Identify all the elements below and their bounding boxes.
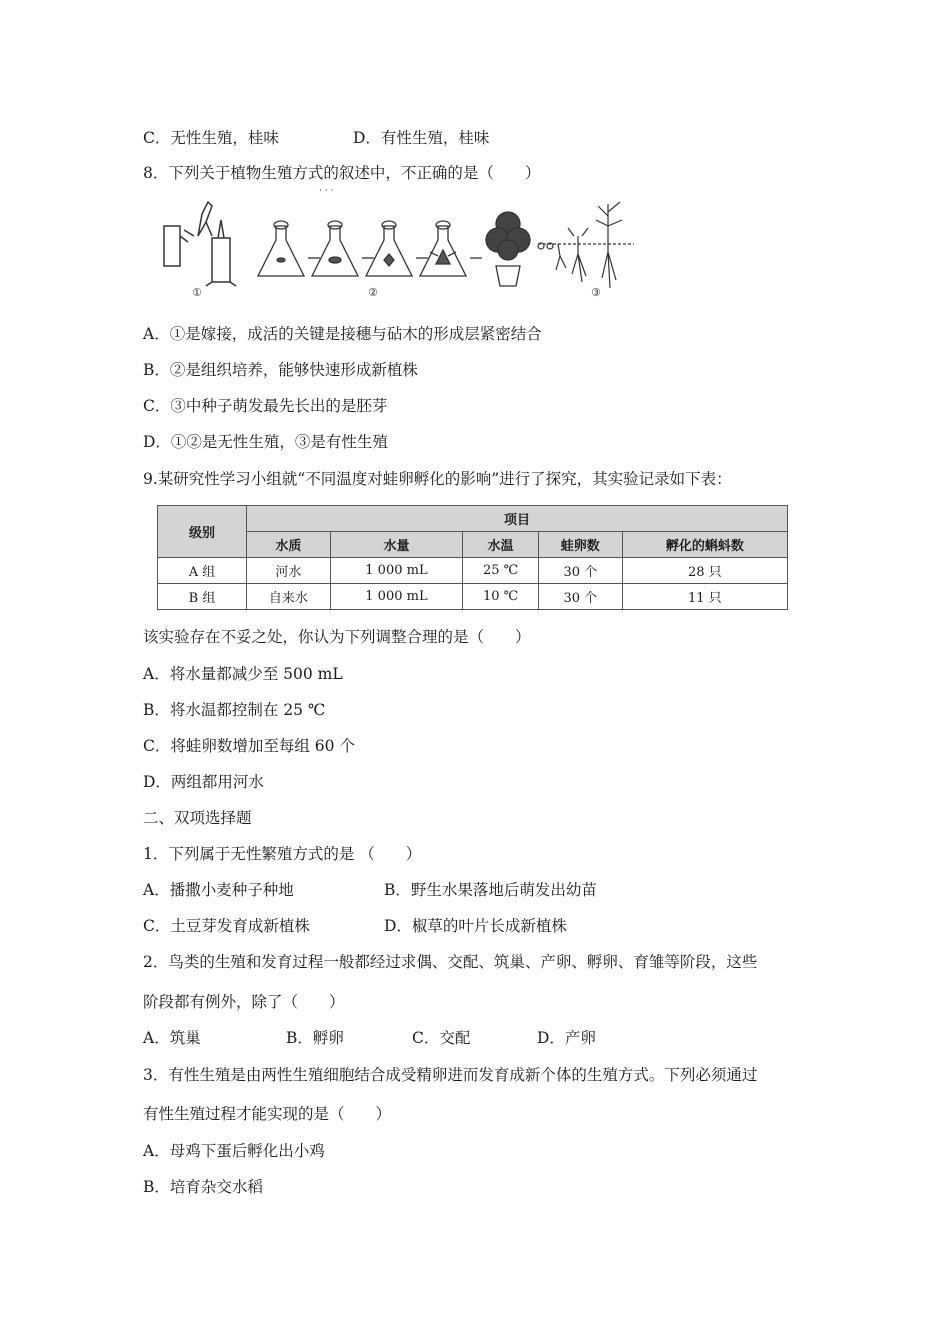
- table-cell: 28 只: [622, 558, 787, 584]
- s2q2-option-c: C．交配: [412, 1029, 471, 1047]
- grafting-illustration: [164, 202, 236, 286]
- table-cell: B 组: [158, 584, 247, 610]
- table-cell: 自来水: [247, 584, 331, 610]
- figure-label-1: ①: [192, 286, 202, 299]
- q8-option-d: D．①②是无性生殖，③是有性生殖: [143, 433, 388, 451]
- q9-follow-up: 该实验存在不妥之处，你认为下列调整合理的是（ ）: [143, 628, 531, 646]
- table-cell: A 组: [158, 558, 247, 584]
- header-egg-count: 蛙卵数: [538, 532, 622, 558]
- table-cell: 1 000 mL: [330, 584, 462, 610]
- q9-option-b: B．将水温都控制在 25 ℃: [143, 701, 326, 719]
- s2q2-stem-line2: 阶段都有例外，除了（ ）: [143, 993, 345, 1011]
- table-row: [158, 584, 788, 610]
- header-water-quality: 水质: [247, 532, 331, 558]
- s2q1-option-b: B．野生水果落地后萌发出幼苗: [384, 881, 597, 899]
- emphasis-dots: · · ·: [319, 186, 334, 196]
- q9-stem: 9.某研究性学习小组就“不同温度对蛙卵孵化的影响”进行了探究，其实验记录如下表：: [143, 470, 732, 488]
- table-cell: 11 只: [622, 584, 787, 610]
- header-project: 项目: [247, 506, 788, 532]
- table-cell: 河水: [247, 558, 331, 584]
- seed-germination-illustration: [538, 202, 634, 288]
- table-cell: 10 ℃: [463, 584, 539, 610]
- s2q1-option-a: A．播撒小麦种子种地: [143, 881, 294, 899]
- s2q2-option-b: B．孵卵: [286, 1029, 344, 1047]
- s2q3-stem-line2: 有性生殖过程才能实现的是（ ）: [143, 1105, 392, 1123]
- s2q3-option-a: A．母鸡下蛋后孵化出小鸡: [143, 1142, 325, 1160]
- q8-option-c: C．③中种子萌发最先长出的是胚芽: [143, 397, 388, 415]
- s2q1-option-d: D．椒草的叶片长成新植株: [384, 917, 567, 935]
- q9-option-c: C．将蛙卵数增加至每组 60 个: [143, 737, 355, 755]
- s2q2-option-d: D．产卵: [537, 1029, 596, 1047]
- table-cell: 30 个: [538, 584, 622, 610]
- header-group: 级别: [158, 506, 247, 558]
- q9-option-d: D．两组都用河水: [143, 773, 264, 791]
- s2q1-option-c: C．土豆芽发育成新植株: [143, 917, 310, 935]
- s2q3-option-b: B．培育杂交水稻: [143, 1178, 263, 1196]
- s2q2-option-a: A．筑巢: [143, 1029, 201, 1047]
- s2q3-stem-line1: 3．有性生殖是由两性生殖细胞结合成受精卵进而发育成新个体的生殖方式。下列必须通过: [143, 1066, 758, 1084]
- tissue-culture-illustration: [258, 212, 530, 286]
- table-row: [158, 558, 788, 584]
- q8-stem: 8．下列关于植物生殖方式的叙述中，不正确的是（ ）: [143, 164, 541, 182]
- s2q2-stem-line1: 2．鸟类的生殖和发育过程一般都经过求偶、交配、筑巢、产卵、孵卵、育雏等阶段，这些: [143, 953, 758, 971]
- q7-option-c: C．无性生殖，桂味: [143, 129, 279, 147]
- table-cell: 1 000 mL: [330, 558, 462, 584]
- s2q1-stem: 1．下列属于无性繁殖方式的是 （ ）: [143, 845, 422, 863]
- section-title: 二、双项选择题: [143, 809, 252, 827]
- header-tadpole-count: 孵化的蝌蚪数: [622, 532, 787, 558]
- table-cell: 25 ℃: [463, 558, 539, 584]
- figure-label-3: ③: [591, 286, 601, 299]
- q7-option-d: D．有性生殖，桂味: [353, 129, 490, 147]
- experiment-table: [157, 505, 788, 610]
- q8-option-a: A．①是嫁接，成活的关键是接穗与砧木的形成层紧密结合: [143, 325, 542, 343]
- q9-option-a: A．将水量都减少至 500 mL: [143, 665, 343, 683]
- header-water-volume: 水量: [330, 532, 462, 558]
- header-water-temp: 水温: [463, 532, 539, 558]
- q8-option-b: B．②是组织培养，能够快速形成新植株: [143, 361, 418, 379]
- figure-label-2: ②: [368, 286, 378, 299]
- plant-reproduction-figure: [158, 196, 638, 300]
- table-cell: 30 个: [538, 558, 622, 584]
